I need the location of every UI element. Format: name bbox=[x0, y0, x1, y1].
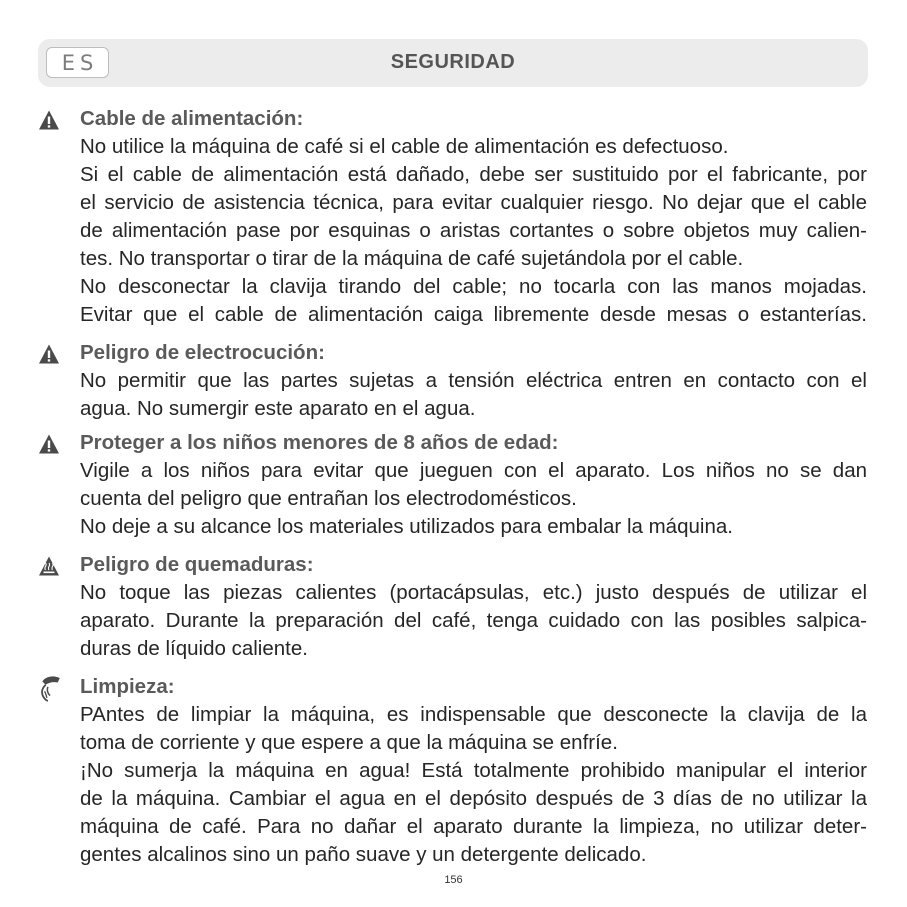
body-line: No toque las piezas calientes (portacápsulas, etc.) justo después de utilizar el bbox=[80, 581, 867, 604]
body-line: toma de corriente y que espere a que la máquina se enfríe. bbox=[80, 731, 618, 754]
body-line: máquina de café. Para no dañar el aparato durante la limpieza, no utilizar deter- bbox=[80, 815, 867, 838]
warning-triangle-icon bbox=[38, 343, 60, 365]
body-line: tes. No transportar o tirar de la máquina de café sujetándola por el cable. bbox=[80, 247, 744, 270]
body-line: cuenta del peligro que entrañan los electrodomésticos. bbox=[80, 487, 577, 510]
page-title: SEGURIDAD bbox=[390, 51, 516, 73]
body-line: PAntes de limpiar la máquina, es indispensable que desconecte la clavija de la bbox=[80, 703, 867, 726]
body-line: gentes alcalinos sino un paño suave y un detergente delicado. bbox=[80, 843, 647, 866]
body-line: Vigile a los niños para evitar que jueguen con el aparato. Los niños no se dan bbox=[80, 459, 867, 482]
body-line: No permitir que las partes sujetas a tensión eléctrica entren en contacto con el bbox=[80, 369, 867, 392]
section-heading: Cable de alimentación: bbox=[80, 107, 304, 130]
section-heading: Limpieza: bbox=[80, 675, 175, 698]
page-number: 156 bbox=[444, 874, 463, 886]
warning-triangle-icon bbox=[38, 433, 60, 455]
body-line: de alimentación pase por esquinas o aristas cortantes o sobre objetos muy calien- bbox=[80, 219, 867, 242]
section-heading: Peligro de quemaduras: bbox=[80, 553, 314, 576]
section-heading: Proteger a los niños menores de 8 años de edad: bbox=[80, 431, 559, 454]
body-line: No utilice la máquina de café si el cable de alimentación es defectuoso. bbox=[80, 135, 729, 158]
body-line: ¡No sumerja la máquina en agua! Está totalmente prohibido manipular el interior bbox=[80, 759, 867, 782]
cleaning-hand-icon bbox=[38, 673, 62, 703]
body-line: No deje a su alcance los materiales utilizados para embalar la máquina. bbox=[80, 515, 733, 538]
warning-triangle-icon bbox=[38, 109, 60, 131]
section-heading: Peligro de electrocución: bbox=[80, 341, 325, 364]
header-bar bbox=[38, 39, 868, 87]
body-line: agua. No sumergir este aparato en el agua. bbox=[80, 397, 476, 420]
body-line: duras de líquido caliente. bbox=[80, 637, 308, 660]
body-line: de la máquina. Cambiar el agua en el depósito después de 3 días de no utilizar la bbox=[80, 787, 867, 810]
body-line: el servicio de asistencia técnica, para evitar cualquier riesgo. No dejar que el cable bbox=[80, 191, 867, 214]
body-line: No desconectar la clavija tirando del cable; no tocarla con las manos mojadas. bbox=[80, 275, 867, 298]
body-line: Si el cable de alimentación está dañado, debe ser sustituido por el fabricante, por bbox=[80, 163, 867, 186]
body-line: Evitar que el cable de alimentación caiga libremente desde mesas o estanterías. bbox=[80, 303, 867, 326]
hot-surface-warning-icon bbox=[38, 555, 60, 577]
language-badge: ES bbox=[46, 47, 109, 78]
body-line: aparato. Durante la preparación del café, tenga cuidado con las posibles salpica- bbox=[80, 609, 867, 632]
